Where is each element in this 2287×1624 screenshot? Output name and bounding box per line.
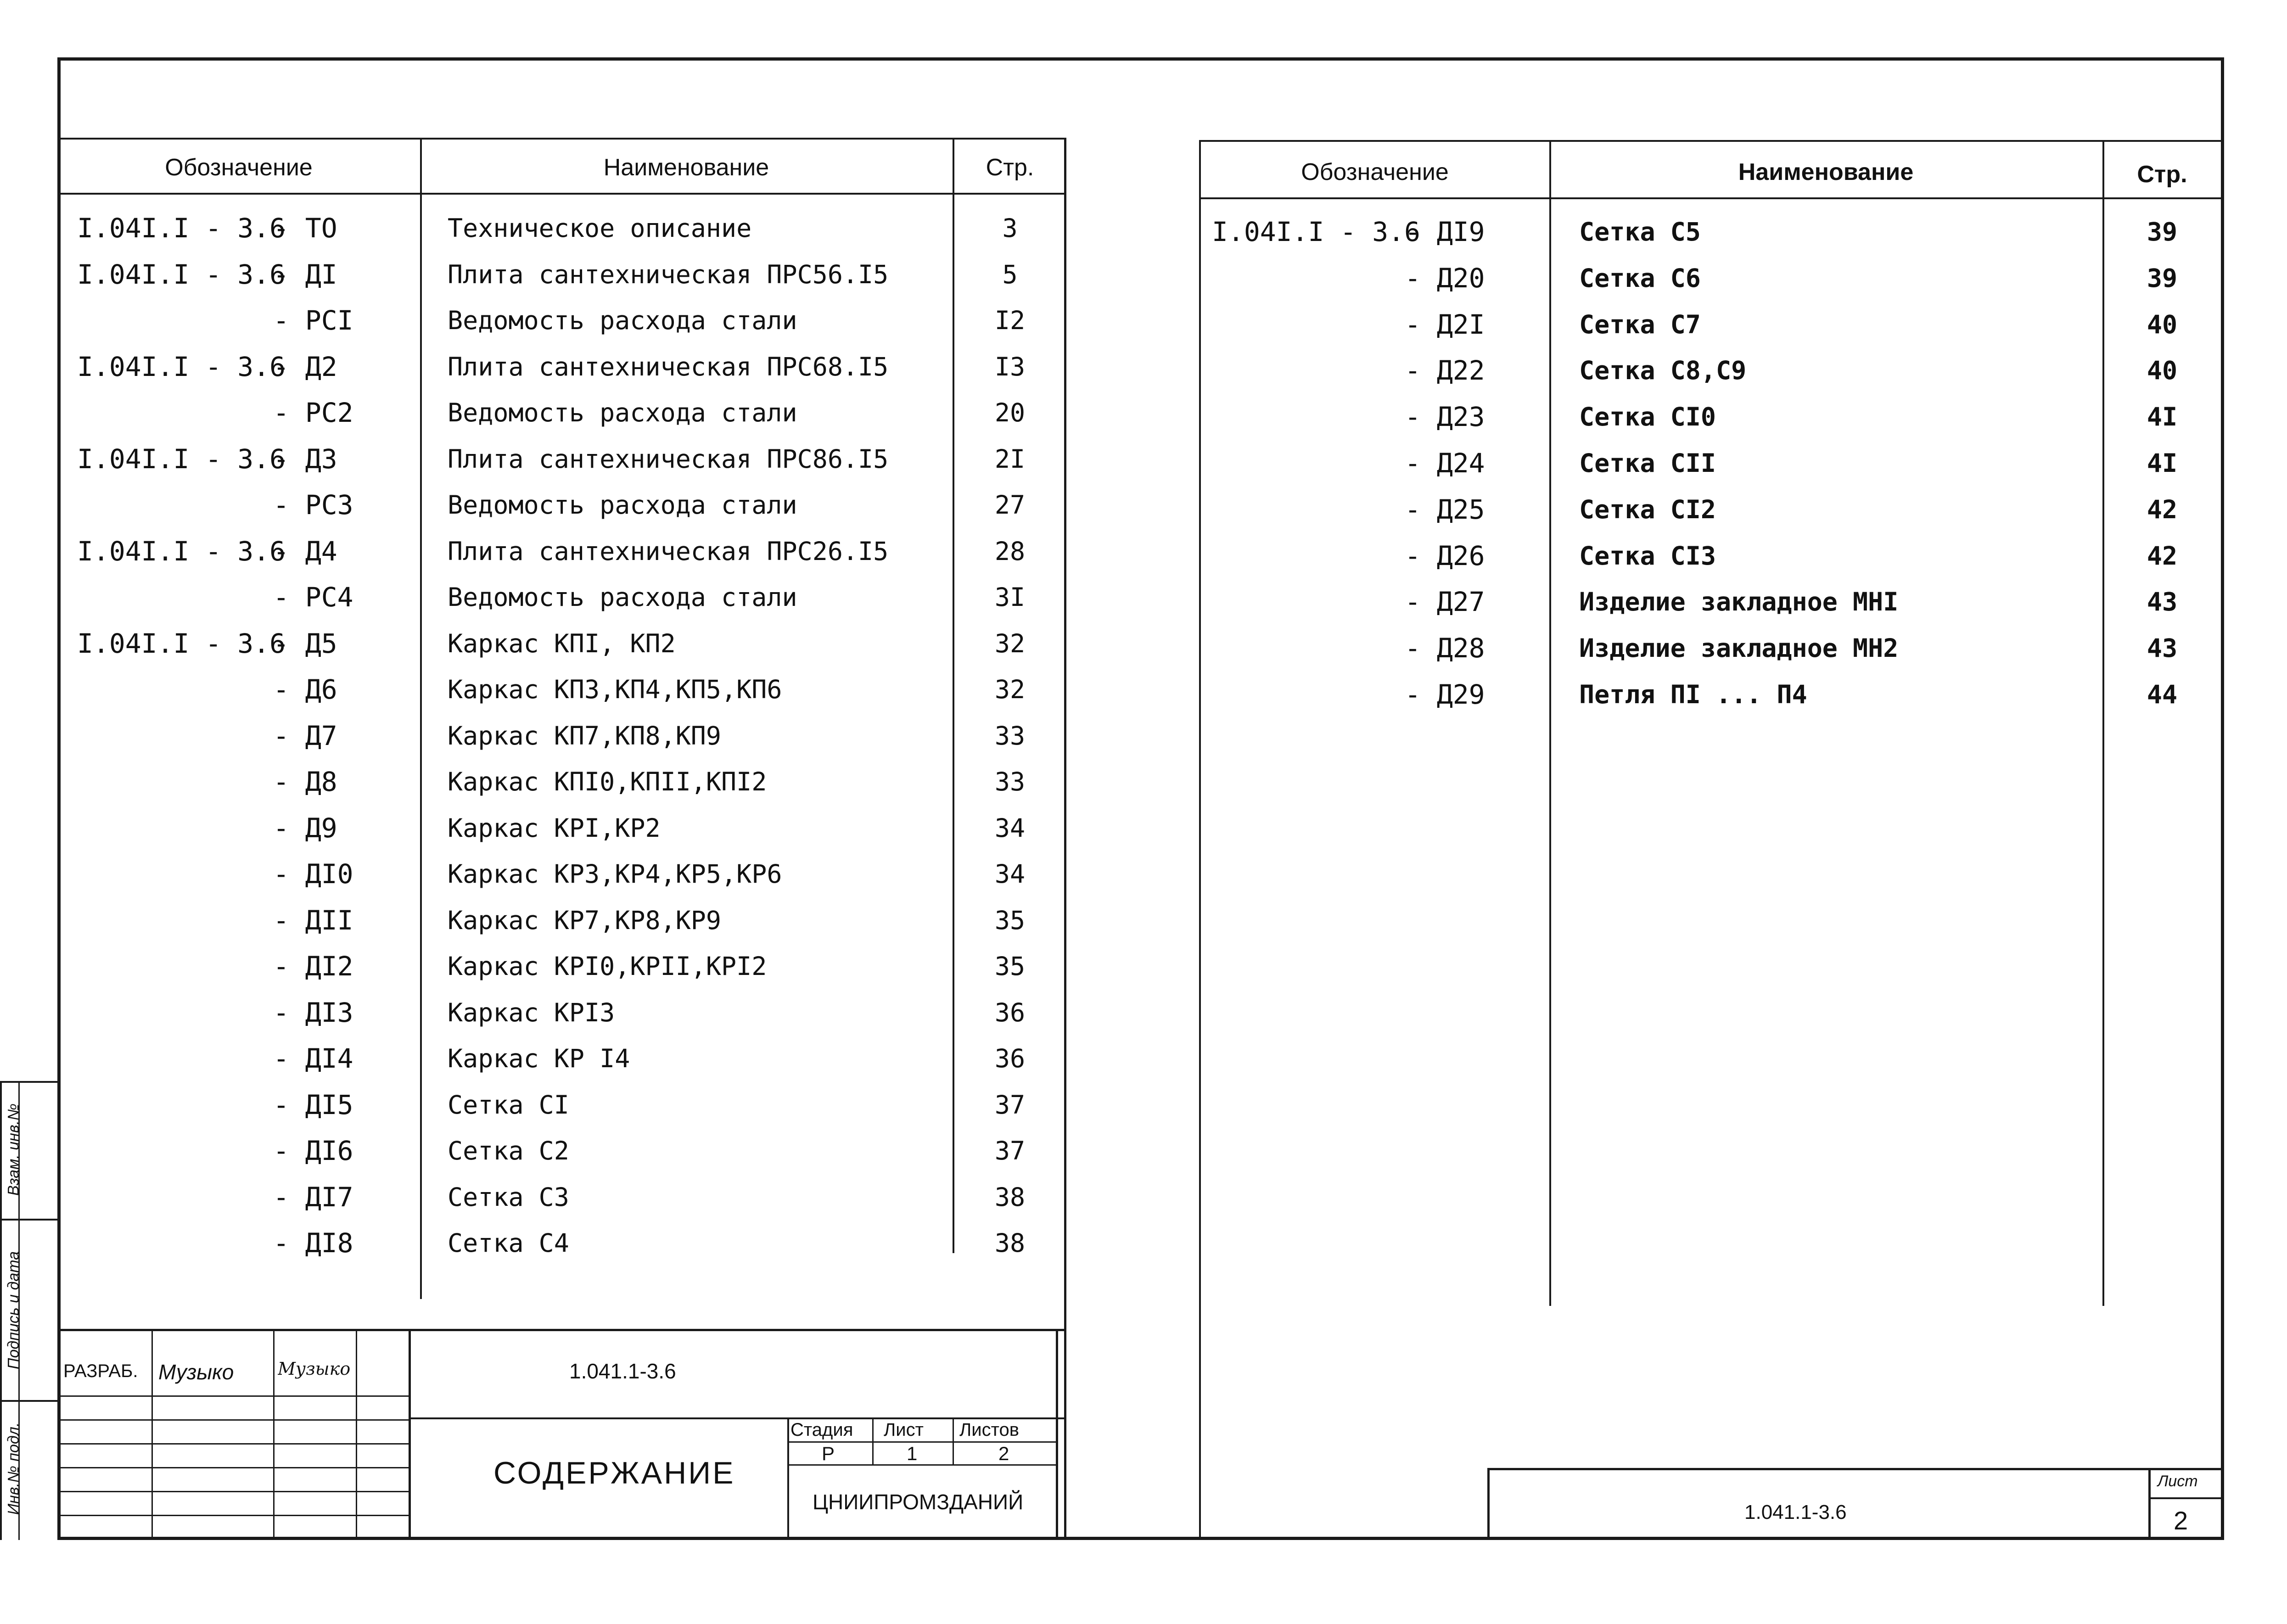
row-prefix: I.04I.I - 3.6: [77, 351, 286, 382]
row-name: Ведомость расхода стали: [448, 490, 797, 520]
right-header-top-line: [1200, 140, 2224, 142]
organization: ЦНИИПРОМЗДАНИЙ: [813, 1490, 1024, 1514]
row-code: - ДI5: [273, 1089, 353, 1120]
right-col1-divider: [1549, 140, 1551, 1306]
left-header-top-line: [57, 138, 1065, 140]
row-page: 28: [994, 536, 1026, 566]
row-page: 37: [994, 1136, 1026, 1165]
row-code: - ТО: [273, 213, 337, 244]
row-code: - Д22: [1405, 355, 1485, 386]
row-page: I3: [994, 352, 1026, 381]
left-header-name: Наименование: [603, 154, 769, 181]
row-name: Каркас КПI, КП2: [448, 628, 676, 658]
rs-left-line: [1487, 1468, 1490, 1540]
row-prefix: I.04I.I - 3.6: [77, 258, 286, 290]
sheets-value: 2: [998, 1443, 1009, 1464]
row-page: 5: [1002, 259, 1018, 289]
role-label: РАЗРАБ.: [63, 1361, 138, 1381]
row-code: - Д26: [1405, 540, 1485, 571]
tb-stage-col2: [953, 1417, 954, 1466]
row-code: - ДI9: [1405, 216, 1485, 247]
row-name: Каркас КП3,КП4,КП5,КП6: [448, 675, 782, 704]
sheet-label: Лист: [884, 1420, 924, 1440]
tb-row-2: [57, 1419, 409, 1421]
row-page: 38: [994, 1182, 1026, 1212]
ss-label-1: Инв.№ подл.: [5, 1422, 22, 1515]
row-prefix: I.04I.I - 3.6: [77, 213, 286, 244]
row-name: Ведомость расхода стали: [448, 582, 797, 612]
row-code: - Д23: [1405, 401, 1485, 433]
frame-right-line: [2221, 57, 2224, 1540]
row-page: 42: [2147, 541, 2178, 571]
row-name: Сетка С3: [448, 1182, 569, 1212]
row-code: - ДI4: [273, 1043, 353, 1074]
row-page: 32: [994, 628, 1026, 658]
tb-right-line: [1056, 1329, 1058, 1540]
row-name: Сетка С5: [1579, 217, 1701, 246]
left-col1-divider: [420, 138, 422, 1299]
right-header-name: Наименование: [1738, 159, 1914, 185]
row-page: 43: [2147, 587, 2178, 617]
row-name: Сетка СII: [1579, 448, 1716, 478]
row-code: - Д8: [273, 766, 337, 797]
row-page: 4I: [2147, 402, 2178, 432]
tb-col-c: [356, 1329, 357, 1540]
left-header-designation: Обозначение: [165, 154, 313, 181]
left-col2-divider: [953, 138, 954, 1253]
ss-left-line: [0, 1081, 2, 1540]
row-page: 38: [994, 1228, 1026, 1258]
row-code: - Д25: [1405, 493, 1485, 525]
row-name: Изделие закладное МНI: [1579, 587, 1899, 617]
row-code: - Д7: [273, 720, 337, 751]
row-code: - ДI0: [273, 858, 353, 890]
row-code: - Д4: [273, 535, 337, 567]
row-page: 20: [994, 398, 1026, 427]
row-page: 40: [2147, 309, 2178, 339]
row-name: Сетка С6: [1579, 263, 1701, 293]
row-name: Каркас КРI,КР2: [448, 813, 661, 843]
row-page: 36: [994, 997, 1026, 1027]
row-name: Каркас КР I4: [448, 1044, 630, 1073]
row-name: Каркас КР7,КР8,КР9: [448, 905, 722, 935]
rs-sheet-label: Лист: [2158, 1473, 2198, 1490]
row-name: Петля ПI ... П4: [1579, 680, 1807, 709]
tb-stage-col1: [872, 1417, 874, 1466]
row-name: Сетка С2: [448, 1136, 569, 1165]
stage-value: Р: [822, 1443, 835, 1464]
sheets-label: Листов: [959, 1420, 1019, 1440]
tb-row-4: [57, 1467, 409, 1468]
tb-row-5: [57, 1491, 409, 1492]
author-signature: Музыко: [278, 1359, 351, 1379]
row-page: 34: [994, 859, 1026, 889]
row-prefix: I.04I.I - 3.6: [77, 627, 286, 659]
right-header-designation: Обозначение: [1301, 159, 1449, 185]
row-prefix: I.04I.I - 3.6: [1212, 216, 1420, 247]
row-code: - Д2: [273, 351, 337, 382]
row-page: 4I: [2147, 448, 2178, 478]
row-name: Техническое описание: [448, 213, 752, 243]
row-page: 32: [994, 675, 1026, 704]
row-code: - РС2: [273, 397, 353, 428]
row-page: 33: [994, 767, 1026, 796]
sheet-value: 1: [907, 1443, 918, 1464]
row-page: 40: [2147, 356, 2178, 386]
tb-top-line: [57, 1329, 1065, 1331]
row-code: - Д27: [1405, 586, 1485, 618]
row-page: 36: [994, 1044, 1026, 1073]
row-name: Каркас КРI0,КРII,КРI2: [448, 952, 767, 981]
row-code: - ДI3: [273, 997, 353, 1028]
row-name: Плита сантехническая ПРС68.I5: [448, 352, 889, 381]
right-header-bottom-line: [1200, 197, 2224, 199]
row-page: 42: [2147, 494, 2178, 524]
row-page: 3I: [994, 582, 1026, 612]
right-header-page: Стр.: [2137, 161, 2187, 188]
stage-label: Стадия: [790, 1420, 853, 1440]
frame-bottom-line: [57, 1537, 2224, 1540]
row-page: 44: [2147, 680, 2178, 709]
row-code: - РС4: [273, 582, 353, 613]
tb-col-b: [273, 1329, 275, 1540]
row-page: I2: [994, 306, 1026, 335]
left-header-page: Стр.: [986, 154, 1034, 181]
row-name: Плита сантехническая ПРС26.I5: [448, 536, 889, 566]
row-name: Каркас КРI3: [448, 997, 615, 1027]
row-name: Сетка СI: [448, 1090, 569, 1120]
row-code: - ДI7: [273, 1181, 353, 1213]
row-page: 3: [1002, 213, 1018, 243]
row-page: 34: [994, 813, 1026, 843]
row-name: Ведомость расхода стали: [448, 306, 797, 335]
row-name: Сетка С8,С9: [1579, 356, 1747, 386]
row-name: Сетка СI2: [1579, 494, 1716, 524]
rs-sheet-divider: [2148, 1468, 2151, 1540]
tb-title: СОДЕРЖАНИЕ: [493, 1456, 735, 1490]
ss-label-3: Взам. инв.№: [5, 1103, 22, 1196]
row-page: 43: [2147, 633, 2178, 663]
row-prefix: I.04I.I - 3.6: [77, 535, 286, 567]
row-code: - Д3: [273, 443, 337, 475]
tb-mid-line: [409, 1417, 1065, 1419]
row-page: 39: [2147, 263, 2178, 293]
row-page: 39: [2147, 217, 2178, 246]
row-page: 33: [994, 721, 1026, 750]
row-name: Каркас КПI0,КПII,КПI2: [448, 767, 767, 796]
rs-document-code: 1.041.1-3.6: [1744, 1501, 1847, 1523]
rs-sheet-row: [2148, 1497, 2224, 1499]
tb-stage-left: [787, 1417, 789, 1540]
tb-left-divider: [409, 1329, 411, 1540]
author-name: Музыко: [158, 1360, 234, 1384]
tb-row-6: [57, 1515, 409, 1516]
row-code: - Д6: [273, 674, 337, 705]
ss-right-line: [57, 1081, 59, 1540]
row-name: Сетка СI3: [1579, 541, 1716, 571]
row-page: 37: [994, 1090, 1026, 1120]
left-header-bottom-line: [57, 193, 1065, 195]
rs-top-line: [1487, 1468, 2224, 1470]
right-col0-divider: [1199, 140, 1201, 1538]
rs-sheet-value: 2: [2174, 1506, 2188, 1535]
tb-document-code: 1.041.1-3.6: [569, 1359, 676, 1383]
row-prefix: I.04I.I - 3.6: [77, 443, 286, 475]
row-code: - Д24: [1405, 448, 1485, 479]
row-name: Ведомость расхода стали: [448, 398, 797, 427]
row-name: Плита сантехническая ПРС86.I5: [448, 444, 889, 474]
row-name: Сетка СI0: [1579, 402, 1716, 432]
ss-label-2: Подпись и дата: [5, 1251, 22, 1370]
row-code: - РС3: [273, 489, 353, 521]
frame-top-line: [57, 57, 2224, 61]
row-page: 35: [994, 905, 1026, 935]
row-name: Сетка С4: [448, 1228, 569, 1258]
row-name: Изделие закладное МН2: [1579, 633, 1899, 663]
tb-row-3: [57, 1443, 409, 1445]
row-code: - РСI: [273, 305, 353, 336]
row-page: 2I: [994, 444, 1026, 474]
tb-row-1: [57, 1395, 409, 1397]
row-code: - ДI: [273, 258, 337, 290]
row-name: Каркас КР3,КР4,КР5,КР6: [448, 859, 782, 889]
row-code: - Д20: [1405, 262, 1485, 294]
row-name: Плита сантехническая ПРС56.I5: [448, 259, 889, 289]
row-code: - ДII: [273, 904, 353, 936]
row-name: Каркас КП7,КП8,КП9: [448, 721, 722, 750]
tb-col-a: [151, 1329, 153, 1540]
row-code: - Д9: [273, 812, 337, 844]
right-col2-divider: [2102, 140, 2104, 1306]
row-code: - ДI2: [273, 951, 353, 982]
row-page: 27: [994, 490, 1026, 520]
row-code: - ДI6: [273, 1135, 353, 1166]
row-code: - Д2I: [1405, 308, 1485, 340]
row-name: Сетка С7: [1579, 309, 1701, 339]
row-page: 35: [994, 952, 1026, 981]
row-code: - Д5: [273, 627, 337, 659]
row-code: - ДI8: [273, 1227, 353, 1259]
row-code: - Д28: [1405, 633, 1485, 664]
row-code: - Д29: [1405, 679, 1485, 710]
